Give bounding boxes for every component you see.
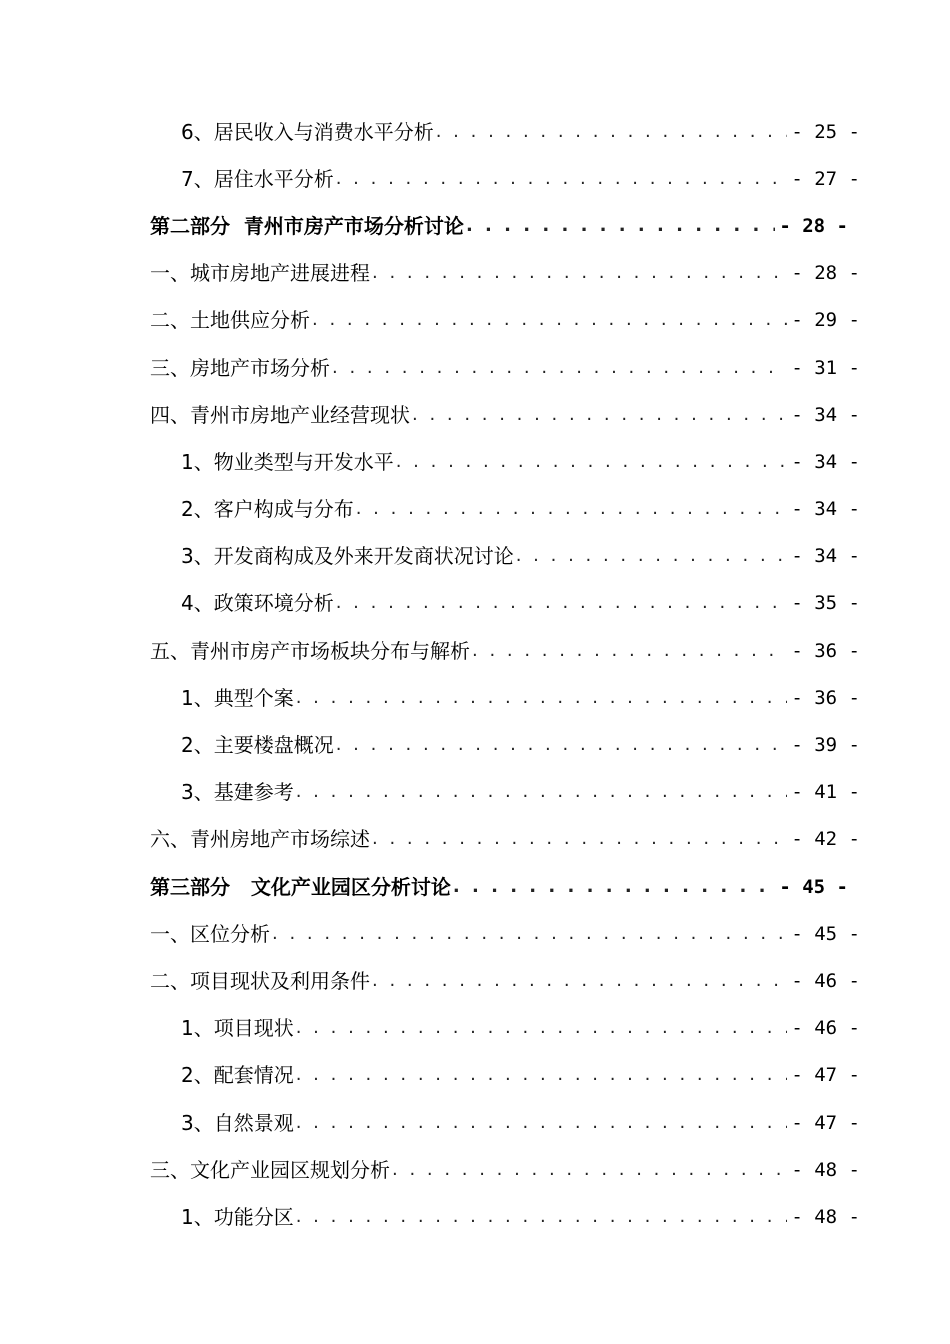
toc-entry[interactable] xyxy=(0,391,950,438)
dot-leader xyxy=(296,1205,788,1229)
toc-entry-label: 2、配套情况 xyxy=(181,1063,294,1088)
toc-entry-label: 第二部分 青州市房产市场分析讨论 xyxy=(150,213,464,238)
toc-entry-label: 二、项目现状及利用条件 xyxy=(150,968,370,993)
toc-entry[interactable] xyxy=(0,910,950,957)
toc-entry-label: 二、土地供应分析 xyxy=(150,308,310,333)
toc-entry-page: - 34 - xyxy=(791,545,860,568)
dot-leader xyxy=(296,1063,788,1087)
toc-entry-page: - 27 - xyxy=(791,167,860,190)
toc-entry[interactable] xyxy=(0,721,950,768)
dot-leader xyxy=(412,403,787,427)
toc-entry-page: - 25 - xyxy=(791,120,860,143)
dot-leader xyxy=(356,497,788,521)
toc-entry-label: 3、开发商构成及外来开发商状况讨论 xyxy=(181,544,514,569)
toc-entry[interactable] xyxy=(0,1146,950,1193)
dot-leader xyxy=(312,308,787,332)
dot-leader xyxy=(336,591,788,615)
toc-entry-page: - 46 - xyxy=(791,1017,860,1040)
toc-entry[interactable] xyxy=(0,486,950,533)
dot-leader xyxy=(296,1016,788,1040)
toc-entry[interactable] xyxy=(0,769,950,816)
toc-entry-page: - 28 - xyxy=(791,262,860,285)
toc-entry-label: 6、居民收入与消费水平分析 xyxy=(181,119,434,144)
dot-leader xyxy=(436,120,788,144)
toc-entry-page: - 36 - xyxy=(791,639,860,662)
toc-entry[interactable] xyxy=(0,1005,950,1052)
toc-entry-page: - 29 - xyxy=(791,309,860,332)
toc-entry-label: 三、房地产市场分析 xyxy=(150,355,330,380)
toc-part-heading[interactable] xyxy=(0,863,950,910)
toc-entry-label: 3、基建参考 xyxy=(181,780,294,805)
toc-entry[interactable] xyxy=(0,533,950,580)
toc-entry[interactable] xyxy=(0,108,950,155)
toc-entry-page: - 34 - xyxy=(791,498,860,521)
toc-entry-label: 三、文化产业园区规划分析 xyxy=(150,1157,390,1182)
toc-entry-page: - 36 - xyxy=(791,686,860,709)
toc-entry-label: 7、居住水平分析 xyxy=(181,166,334,191)
toc-entry-page: - 45 - xyxy=(779,875,848,898)
dot-leader xyxy=(296,686,788,710)
toc-entry[interactable] xyxy=(0,344,950,391)
toc-entry[interactable] xyxy=(0,250,950,297)
toc-entry-page: - 48 - xyxy=(791,1158,860,1181)
toc-entry-page: - 42 - xyxy=(791,828,860,851)
dot-leader xyxy=(336,167,788,191)
dot-leader xyxy=(392,1158,787,1182)
toc-entry-page: - 47 - xyxy=(791,1064,860,1087)
dot-leader xyxy=(372,969,787,993)
toc-entry[interactable] xyxy=(0,816,950,863)
toc-entry-label: 2、客户构成与分布 xyxy=(181,497,354,522)
toc-part-heading[interactable] xyxy=(0,202,950,249)
toc-entry[interactable] xyxy=(0,1099,950,1146)
toc-entry[interactable] xyxy=(0,580,950,627)
toc-entry-page: - 48 - xyxy=(791,1205,860,1228)
toc-entry-label: 1、典型个案 xyxy=(181,685,294,710)
toc-entry-page: - 34 - xyxy=(791,450,860,473)
toc-entry-label: 1、项目现状 xyxy=(181,1016,294,1041)
toc-entry-page: - 35 - xyxy=(791,592,860,615)
dot-leader xyxy=(396,450,788,474)
toc-entry[interactable] xyxy=(0,957,950,1004)
toc-entry-label: 1、功能分区 xyxy=(181,1204,294,1229)
toc-entry-page: - 34 - xyxy=(791,403,860,426)
toc-entry-label: 1、物业类型与开发水平 xyxy=(181,449,394,474)
toc-entry-label: 一、区位分析 xyxy=(150,921,270,946)
dot-leader xyxy=(453,875,775,899)
toc-entry-page: - 46 - xyxy=(791,969,860,992)
toc-entry-page: - 47 - xyxy=(791,1111,860,1134)
toc-entry[interactable] xyxy=(0,438,950,485)
toc-entry[interactable] xyxy=(0,627,950,674)
dot-leader xyxy=(516,544,788,568)
dot-leader xyxy=(466,214,775,238)
toc-entry-page: - 31 - xyxy=(791,356,860,379)
toc-entry-label: 五、青州市房产市场板块分布与解析 xyxy=(150,638,470,663)
toc-entry-label: 一、城市房地产进展进程 xyxy=(150,261,370,286)
dot-leader xyxy=(372,827,787,851)
dot-leader xyxy=(296,1111,788,1135)
dot-leader xyxy=(336,733,788,757)
toc-entry[interactable] xyxy=(0,155,950,202)
toc-entry[interactable] xyxy=(0,1193,950,1240)
toc-entry[interactable] xyxy=(0,297,950,344)
toc-entry-page: - 45 - xyxy=(791,922,860,945)
toc-entry-page: - 28 - xyxy=(779,214,848,237)
toc-entry-label: 四、青州市房地产业经营现状 xyxy=(150,402,410,427)
dot-leader xyxy=(332,356,787,380)
dot-leader xyxy=(472,639,787,663)
toc-entry-label: 第三部分 文化产业园区分析讨论 xyxy=(150,874,451,899)
table-of-contents xyxy=(0,108,950,1241)
toc-entry[interactable] xyxy=(0,1052,950,1099)
toc-entry-page: - 41 - xyxy=(791,781,860,804)
toc-entry-label: 六、青州房地产市场综述 xyxy=(150,827,370,852)
toc-entry-label: 4、政策环境分析 xyxy=(181,591,334,616)
dot-leader xyxy=(272,922,787,946)
toc-entry[interactable] xyxy=(0,674,950,721)
dot-leader xyxy=(296,780,788,804)
toc-entry-page: - 39 - xyxy=(791,734,860,757)
dot-leader xyxy=(372,261,787,285)
toc-entry-label: 2、主要楼盘概况 xyxy=(181,733,334,758)
toc-entry-label: 3、自然景观 xyxy=(181,1110,294,1135)
